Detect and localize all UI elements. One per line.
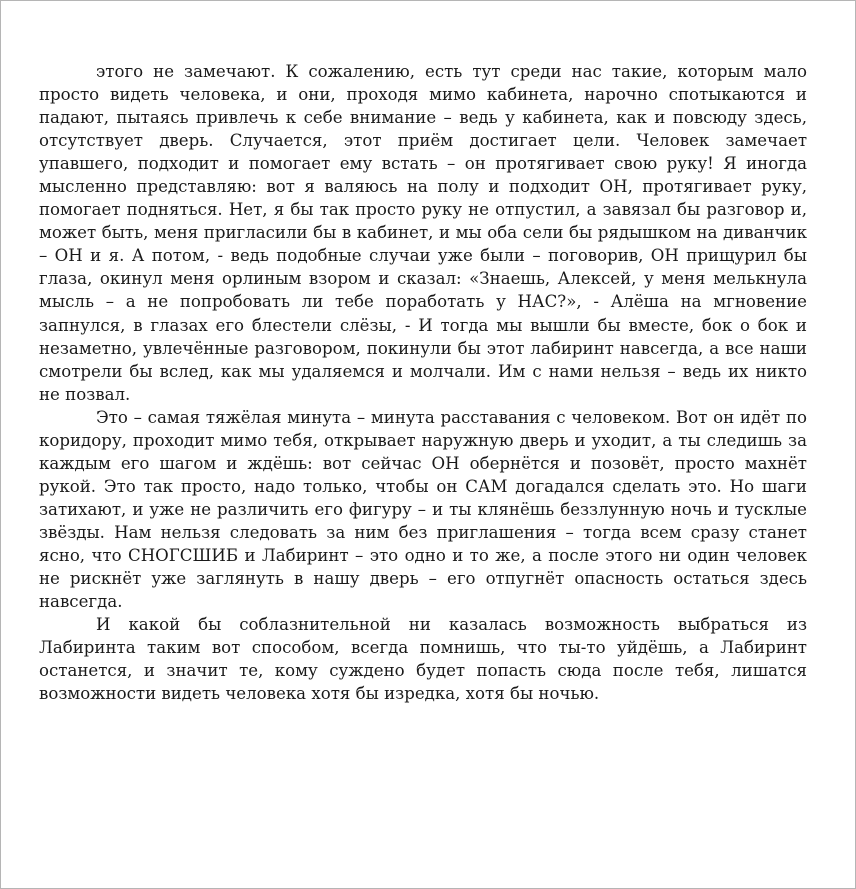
text-body: [39, 60, 807, 705]
paragraph-3: И какой бы соблазнительной ни казалась возможность выбраться из Лабиринта таким вот способом, всегда помнишь, что ты-то уйдёшь, а Лабиринт останется, и значит те, кому суждено будет попасть сюда после тебя, лишатся возможности видеть человека хотя бы изредка, хотя бы ночью.: [39, 615, 807, 704]
paragraph-2: Это – самая тяжёлая минута – минута расставания с человеком. Вот он идёт по коридору, проходит мимо тебя, открывает наружную дверь и уходит, а ты следишь за каждым его шагом и ждёшь: вот сейчас ОН обернётся и позовёт, просто махнёт рукой. Это так просто, надо только, чтобы он САМ догадался сделать это. Но шаги затихают, и уже не различить его фигуру – и ты клянёшь беззлунную ночь и тусклые звёзды. Нам нельзя следовать за ним без приглашения – тогда всем сразу станет ясно, что СНОГСШИБ и Лабиринт – это одно и то же, а после этого ни один человек не рискнёт уже заглянуть в нашу дверь – его отпугнёт опасность остаться здесь навсегда.: [39, 407, 807, 612]
paragraph-1: этого не замечают. К сожалению, есть тут среди нас такие, которым мало просто видеть человека, и они, проходя мимо кабинета, нарочно спотыкаются и падают, пытаясь привлечь к себе внимание – ведь у кабинета, как и повсюду здесь, отсутствует дверь. Случается, этот приём достигает цели. Человек замечает упавшего, подходит и помогает ему встать – он протягивает свою руку! Я иногда мысленно представляю: вот я валяюсь на полу и подходит ОН, протягивает руку, помогает подняться. Нет, я бы так просто руку не отпустил, а завязал бы разговор и, может быть, меня пригласили бы в кабинет, и мы оба сели бы рядышком на диванчик – ОН и я. А потом, - ведь подобные случаи уже были – поговорив, ОН прищурил бы глаза, окинул меня орлиным взором и сказал: «Знаешь, Алексей, у меня мелькнула мысль – а не попробовать ли тебе поработать у НАС?», - Алёша на мгновение запнулся, в глазах его блестели слёзы, - И тогда мы вышли бы вместе, бок о бок и незаметно, увлечённые разговором, покинули бы этот лабиринт навсегда, а все наши смотрели бы вслед, как мы удаляемся и молчали. Им с нами нельзя – ведь их никто не позвал.: [39, 62, 807, 404]
